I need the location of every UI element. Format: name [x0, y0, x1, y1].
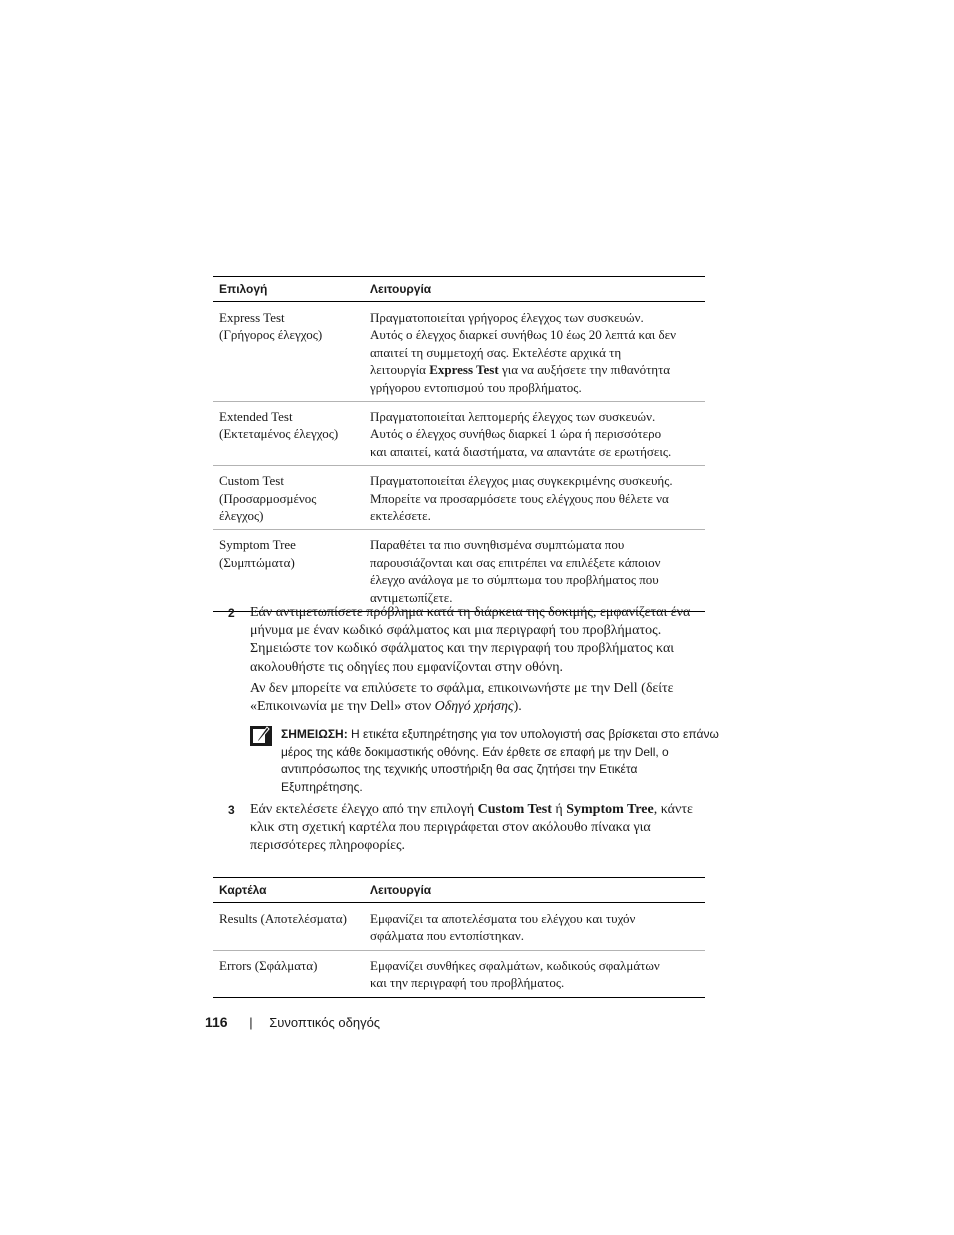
page-number: 116 [205, 1014, 228, 1030]
document-title: Συνοπτικός οδηγός [269, 1015, 381, 1030]
contact-paragraph: Αν δεν μπορείτε να επιλύσετε το σφάλμα, επικοινωνήστε με την Dell (δείτε «Επικοινωνία με την Dell» στον Οδηγό χρήσης). [250, 681, 674, 715]
step-text: Εάν εκτελέσετε έλεγχο από την επιλογή Custom Test ή Symptom Tree, κάντε κλικ στη σχετική καρτέλα που περιγράφεται στον ακόλουθο πίνακα για περισσότερες πληροφορίες. [250, 802, 693, 854]
table-row [213, 529, 705, 611]
row-option: Results (Αποτελέσματα) [219, 911, 347, 926]
header-tab: Καρτέλα [219, 883, 267, 897]
table-row [213, 950, 705, 997]
table-row [213, 465, 705, 529]
row-function: Παραθέτει τα πιο συνηθισμένα συμπτώματα που παρουσιάζονται και σας επιτρέπει να επιλέξετε κάποιον έλεγχο ανάλογα με το σύμπτωμα του προβλήματος που αντιμετωπίζετε. [370, 537, 661, 605]
row-function: Πραγματοποιείται γρήγορος έλεγχος των συσκευών. Αυτός ο έλεγχος διαρκεί συνήθως 10 έως 20 λεπτά και δεν απαιτεί τη συμμετοχή σας. Εκτελέστε αρχικά τη λειτουργία Express Test για να αυξήσετε την πιθανότητα γρήγορου εντοπισμού του προβλήματος. [370, 310, 677, 395]
note-text: ΣΗΜΕΙΩΣΗ: Η ετικέτα εξυπηρέτησης για τον υπολογιστή σας βρίσκεται στο επάνω μέρος της κάθε δοκιμαστικής οθόνης. Εάν έρθετε σε επαφή με την Dell, ο αντιπρόσωπος της τεχνικής υποστήριξη θα σας ζητήσει την Ετικέτα Εξυπηρέτησης. [281, 727, 719, 794]
page-footer [205, 1014, 380, 1030]
row-option: Express Test (Γρήγορος έλεγχος) [219, 310, 323, 343]
step-3 [228, 801, 718, 856]
row-function: Πραγματοποιείται λεπτομερής έλεγχος των συσκευών. Αυτός ο έλεγχος συνήθως διαρκεί 1 ώρα ή περισσότερο και απαιτεί, κατά διαστήματα, να απαντάτε σε ερωτήσεις. [370, 409, 672, 459]
step-number: 3 [228, 803, 235, 817]
note-pencil-icon [250, 726, 272, 746]
row-option: Symptom Tree (Συμπτώματα) [219, 537, 296, 570]
table-row [213, 401, 705, 465]
row-option: Custom Test (Προσαρμοσμένος έλεγχος) [219, 473, 317, 524]
header-option: Επιλογή [219, 282, 268, 296]
note-label: ΣΗΜΕΙΩΣΗ: [281, 727, 348, 741]
step-text: Εάν αντιμετωπίσετε πρόβλημα κατά τη διάρκεια της δοκιμής, εμφανίζεται ένα μήνυμα με έναν κωδικό σφάλματος και μια περιγραφή του προβλήματος. Σημειώστε τον κωδικό σφάλματος και την περιγραφή του προβλήματος και ακολουθήστε τις οδηγίες που εμφανίζονται στην οθόνη. [250, 605, 691, 675]
row-option: Errors (Σφάλματα) [219, 957, 318, 973]
user-guide-title: Οδηγό χρήσης [434, 699, 514, 715]
row-function: Εμφανίζει τα αποτελέσματα του ελέγχου και τυχόν σφάλματα που εντοπίστηκαν. [370, 911, 636, 944]
row-function: Εμφανίζει συνθήκες σφαλμάτων, κωδικούς σφαλμάτων και την περιγραφή του προβλήματος. [370, 957, 660, 991]
tabs-table [213, 877, 705, 998]
header-function: Λειτουργία [370, 883, 432, 897]
table-header [213, 277, 705, 302]
note-box [250, 726, 720, 796]
row-option: Extended Test (Εκτεταμένος έλεγχος) [219, 409, 339, 442]
table-row [213, 903, 705, 950]
header-function: Λειτουργία [370, 282, 432, 296]
test-options-table [213, 276, 705, 612]
footer-separator: | [249, 1015, 253, 1030]
table-row [213, 302, 705, 401]
row-function: Πραγματοποιείται έλεγχος μιας συγκεκριμένης συσκευής. Μπορείτε να προσαρμόσετε τους ελέγχους που θέλετε να εκτελέσετε. [370, 473, 673, 524]
step-2 [228, 604, 718, 677]
table-header [213, 878, 705, 903]
step-number: 2 [228, 606, 235, 620]
